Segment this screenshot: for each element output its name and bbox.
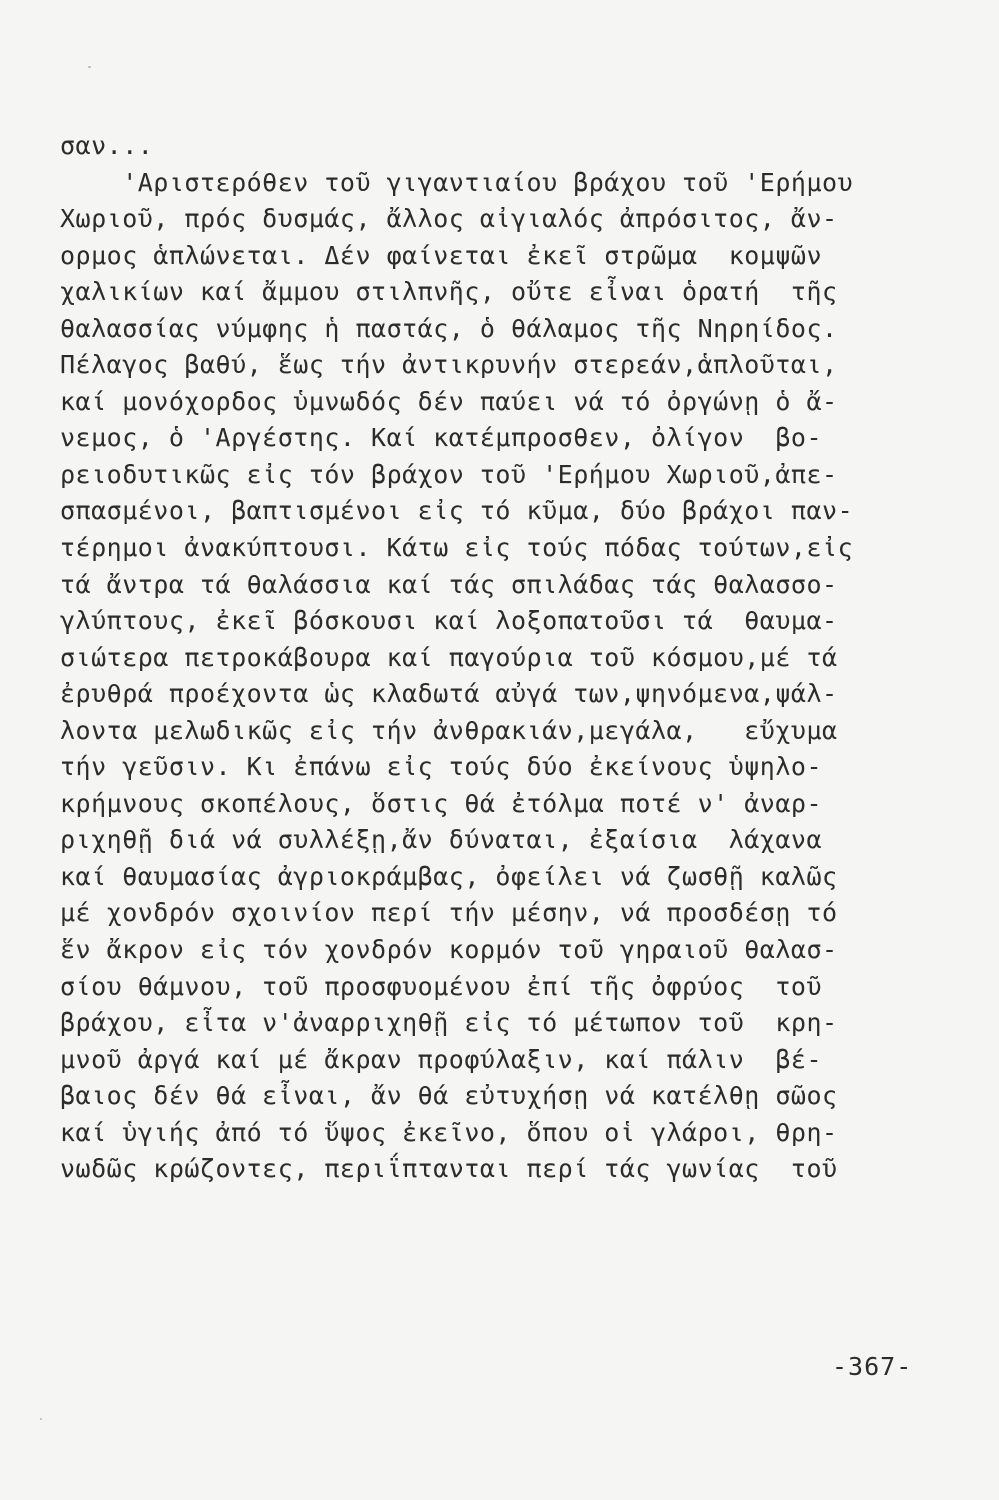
text-line: καί θαυμασίας ἀγριοκράμβας, ὀφείλει νά ζωσθῇ καλῶς	[60, 861, 838, 891]
text-line: τέρημοι ἀνακύπτουσι. Κάτω εἰς τούς πόδας τούτων,εἰς	[60, 533, 854, 563]
text-line: κρήμνους σκοπέλους, ὅστις θά ἐτόλμα ποτέ ν' ἀναρ-	[60, 788, 823, 818]
text-line: σπασμένοι, βαπτισμένοι εἰς τό κῦμα, δύο βράχοι παν-	[60, 496, 854, 526]
text-line: Χωριοῦ, πρός δυσμάς, ἄλλος αἰγιαλός ἀπρόσιτος, ἄν-	[60, 204, 838, 234]
text-line: γλύπτους, ἐκεῖ βόσκουσι καί λοξοπατοῦσι τά θαυμα-	[60, 606, 838, 636]
text-line: σαν...	[60, 131, 154, 160]
text-line: μέ χονδρόν σχοινίον περί τήν μέσην, νά προσδέσῃ τό	[60, 898, 838, 928]
text-line: καί μονόχορδος ὑμνωδός δέν παύει νά τό ὀργώνῃ ὁ ἄ-	[60, 386, 838, 416]
text-line: θαλασσίας νύμφης ἡ παστάς, ὁ θάλαμος τῆς Νηρηίδος.	[60, 313, 838, 343]
text-line: καί ὑγιής ἀπό τό ὕψος ἐκεῖνο, ὅπου οἱ γλάροι, θρη-	[60, 1117, 838, 1147]
text-line: λοντα μελωδικῶς εἰς τήν ἀνθρακιάν,μεγάλα, εὔχυμα	[60, 715, 838, 745]
text-line: ορμος ἁπλώνεται. Δέν φαίνεται ἐκεῖ στρῶμα κομψῶν	[60, 240, 823, 270]
text-line: 'Αριστερόθεν τοῦ γιγαντιαίου βράχου τοῦ 'Ερήμου	[60, 167, 854, 197]
scan-speck	[88, 66, 91, 68]
text-line: ρειοδυτικῶς εἰς τόν βράχον τοῦ 'Ερήμου Χωριοῦ,ἀπε-	[60, 459, 838, 489]
text-line: βράχου, εἶτα ν'ἀναρριχηθῇ εἰς τό μέτωπον τοῦ κρη-	[60, 1008, 838, 1038]
text-line: χαλικίων καί ἄμμου στιλπνῆς, οὔτε εἶναι ὁρατή τῆς	[60, 277, 838, 307]
text-line: τήν γεῦσιν. Κι ἐπάνω εἰς τούς δύο ἐκείνους ὑψηλο-	[60, 752, 823, 782]
text-line: ἐρυθρά προέχοντα ὡς κλαδωτά αὐγά των,ψηνόμενα,ψάλ-	[60, 679, 838, 709]
text-line: σιώτερα πετροκάβουρα καί παγούρια τοῦ κόσμου,μέ τά	[60, 642, 838, 672]
text-line: νωδῶς κρώζοντες, περιΐπτανται περί τάς γωνίας τοῦ	[60, 1154, 838, 1184]
text-line: ἕν ἄκρον εἰς τόν χονδρόν κορμόν τοῦ γηραιοῦ θαλασ-	[60, 935, 838, 965]
body-text	[60, 128, 920, 1188]
text-line: σίου θάμνου, τοῦ προσφυομένου ἐπί τῆς ὀφρύος τοῦ	[60, 971, 823, 1001]
scan-speck	[40, 1418, 42, 1420]
text-line: ριχηθῇ διά νά συλλέξῃ,ἄν δύναται, ἐξαίσια λάχανα	[60, 825, 823, 855]
text-line: τά ἄντρα τά θαλάσσια καί τάς σπιλάδας τάς θαλασσο-	[60, 569, 838, 599]
text-line: Πέλαγος βαθύ, ἕως τήν ἀντικρυνήν στερεάν,ἁπλοῦται,	[60, 350, 838, 380]
page-number: -367-	[832, 1352, 913, 1381]
text-line: νεμος, ὁ 'Αργέστης. Καί κατέμπροσθεν, ὀλίγον βο-	[60, 423, 823, 453]
text-line: μνοῦ ἀργά καί μέ ἄκραν προφύλαξιν, καί πάλιν βέ-	[60, 1044, 823, 1074]
text-line: βαιος δέν θά εἶναι, ἄν θά εὐτυχήσῃ νά κατέλθῃ σῶος	[60, 1081, 838, 1111]
